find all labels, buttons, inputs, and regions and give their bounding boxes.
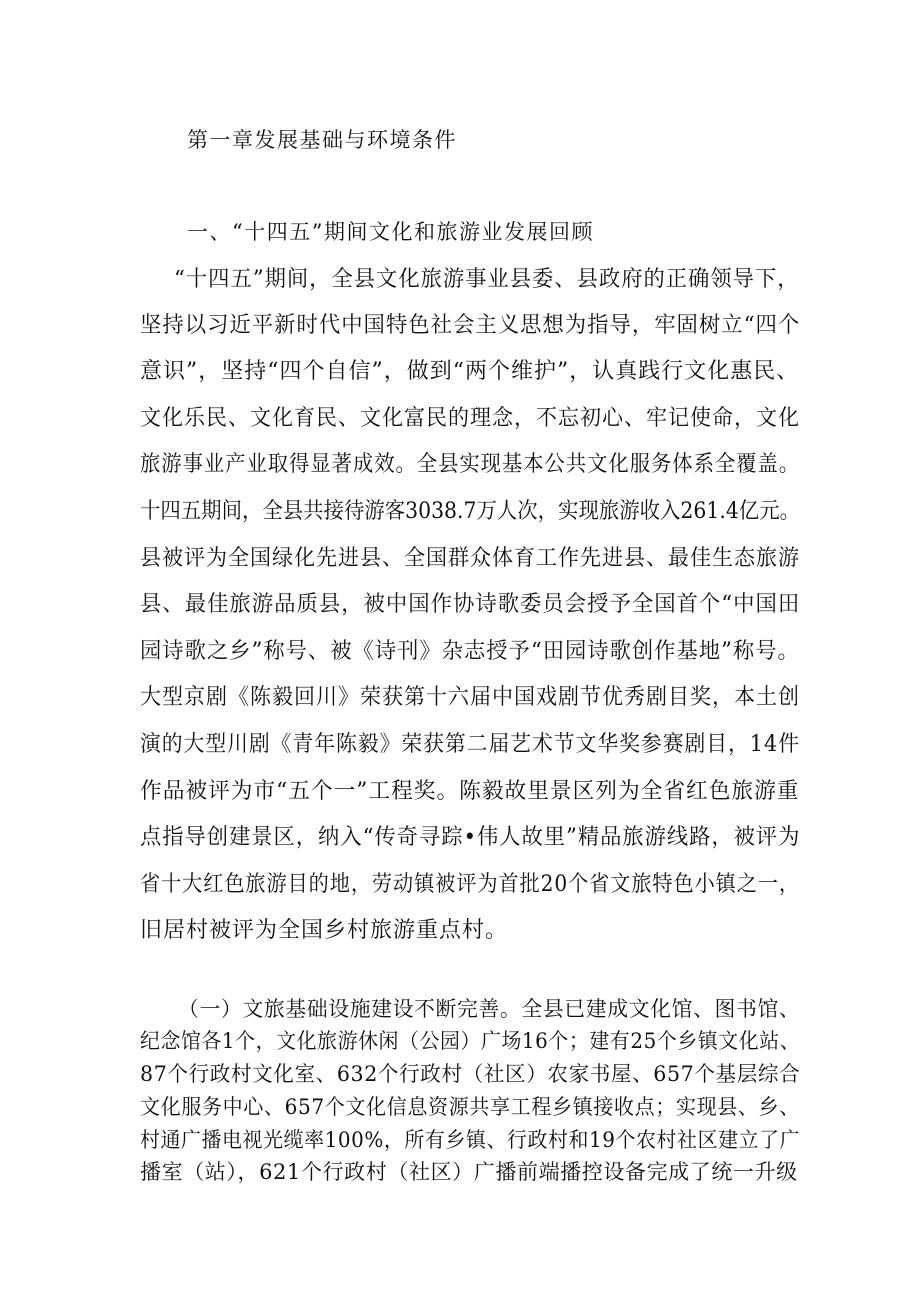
paragraph-line: 纪念馆各1个，文化旅游休闲（公园）广场16个；建有25个乡镇文化站、 <box>140 1029 801 1053</box>
paragraph-line: 87个行政村文化室、632个行政村（社区）农家书屋、657个基层综合 <box>140 1062 801 1086</box>
paragraph-line: 点指导创建景区，纳入“传奇寻踪•伟人故里”精品旅游线路，被评为 <box>140 825 801 850</box>
paragraph-line: （一）文旅基础设施建设不断完善。全县已建成文化馆、图书馆、 <box>178 997 801 1021</box>
paragraph-line: 省十大红色旅游目的地，劳动镇被评为首批20个省文旅特色小镇之一， <box>140 872 801 897</box>
paragraph-line: 演的大型川剧《青年陈毅》荣获第二届艺术节文华奖参赛剧目，14件 <box>140 732 800 757</box>
paragraph-line: 十四五期间，全县共接待游客3038.7万人次，实现旅游收入261.4亿元。 <box>140 499 800 524</box>
paragraph-line: 县、最佳旅游品质县，被中国作协诗歌委员会授予全国首个“中国田 <box>140 592 801 617</box>
paragraph-line: 作品被评为市“五个一”工程奖。陈毅故里景区列为全省红色旅游重 <box>140 779 800 804</box>
paragraph-line: 文化服务中心、657个文化信息资源共享工程乡镇接收点；实现县、乡、 <box>140 1095 800 1119</box>
paragraph-line: 村通广播电视光缆率100%，所有乡镇、行政村和19个农村社区建立了广 <box>140 1128 801 1152</box>
paragraph-line: “十四五”期间，全县文化旅游事业县委、县政府的正确领导下， <box>174 267 800 292</box>
paragraph-line: 意识”，坚持“四个自信”，做到“两个维护”，认真践行文化惠民、 <box>140 359 800 384</box>
section-heading: 一、“十四五”期间文化和旅游业发展回顾 <box>187 220 594 244</box>
paragraph-line: 旧居村被评为全国乡村旅游重点村。 <box>140 918 509 943</box>
paragraph-line: 园诗歌之乡”称号、被《诗刊》杂志授予“田园诗歌创作基地”称号。 <box>140 639 800 664</box>
chapter-title: 第一章发展基础与环境条件 <box>187 128 457 152</box>
paragraph-line: 县被评为全国绿化先进县、全国群众体育工作先进县、最佳生态旅游 <box>140 546 800 571</box>
paragraph-line: 坚持以习近平新时代中国特色社会主义思想为指导，牢固树立“四个 <box>140 313 801 338</box>
paragraph-line: 播室（站），621个行政村（社区）广播前端播控设备完成了统一升级 <box>140 1160 798 1184</box>
paragraph-line: 大型京剧《陈毅回川》荣获第十六届中国戏剧节优秀剧目奖，本土创 <box>140 685 800 710</box>
paragraph-line: 旅游事业产业取得显著成效。全县实现基本公共文化服务体系全覆盖。 <box>140 452 801 477</box>
paragraph-line: 文化乐民、文化育民、文化富民的理念，不忘初心、牢记使命，文化 <box>140 406 800 431</box>
